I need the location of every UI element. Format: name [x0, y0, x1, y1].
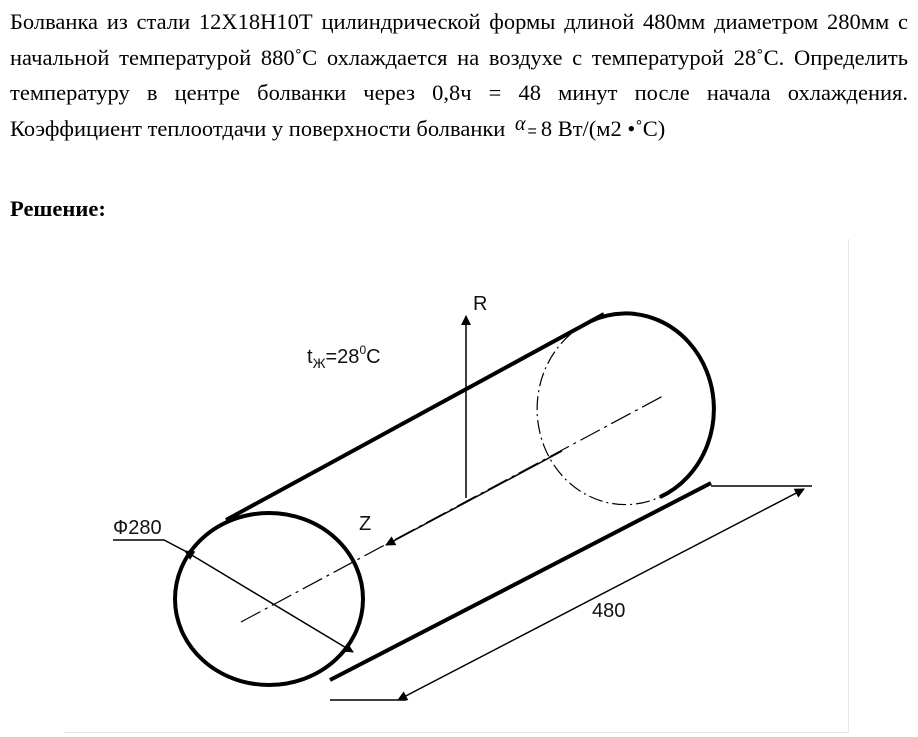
ambient-temperature-label: $t_Ж=28^0C$ [307, 343, 381, 371]
diameter-leader-line [113, 540, 185, 551]
diameter-dimension-line [185, 551, 353, 652]
front-circle [175, 513, 363, 685]
cylinder-top-edge [226, 314, 604, 520]
solution-heading: Решение: [10, 196, 106, 221]
z-axis-arrow [386, 451, 562, 545]
diameter-label: Ф280 [113, 517, 162, 539]
alpha-symbol: α [514, 112, 526, 135]
problem-text: Болванка из стали 12Х18Н10Т цилиндрической формы длиной 480мм диаметром 280мм с начальной температурой 880˚С охлаждается на воздухе с температурой 28˚С. Определить температуру в центре болванки через 0,8ч = 48 минут после начала охлаждения. Коэффициент теплоотдачи у поверхности болванки [10, 9, 908, 141]
z-axis-label: Z [359, 513, 372, 535]
length-dimension-line [398, 489, 804, 700]
r-axis-label: R [473, 293, 488, 315]
cylinder-bottom-edge [330, 483, 711, 680]
alpha-equals: = [527, 122, 537, 140]
back-circle-visible-arc [591, 313, 714, 497]
back-circle-hidden-arc [537, 321, 660, 505]
heat-transfer-value: 8 Вт/(м2 •˚С) [540, 115, 666, 141]
length-label: 480 [592, 600, 626, 622]
